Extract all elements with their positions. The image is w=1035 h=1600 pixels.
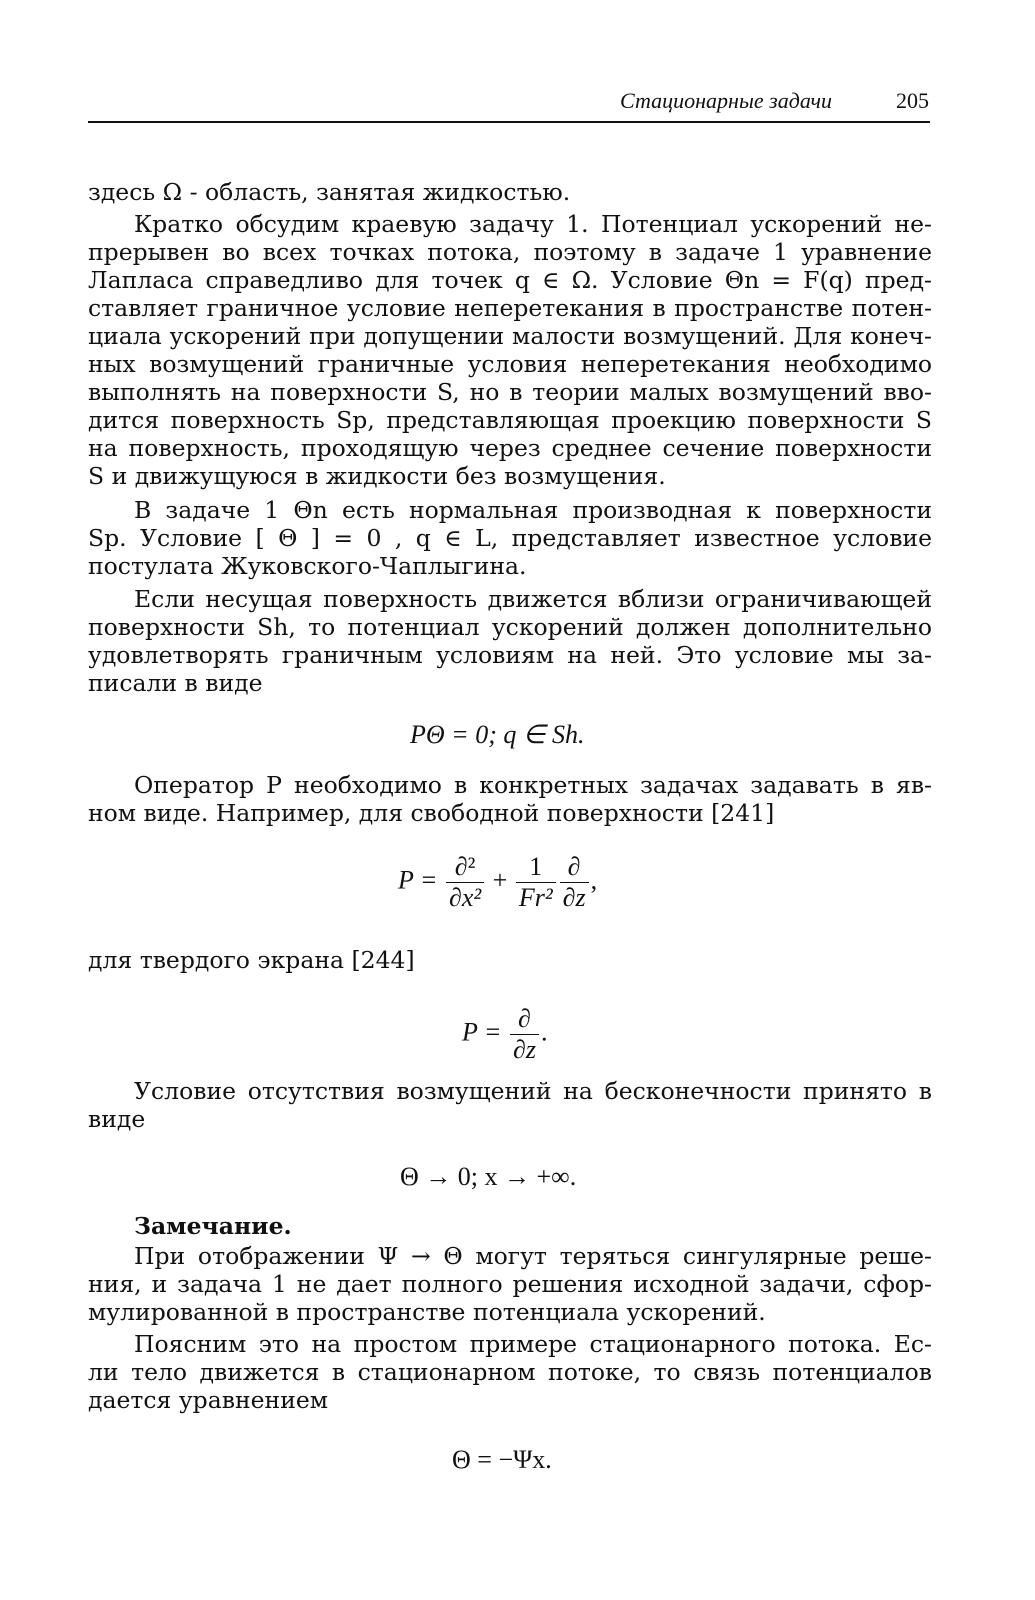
text-line: мулированной в пространстве потенциала ускорений. [88,1298,766,1326]
text-line: При отображении Ψ → Θ могут теряться сингулярные реше- [134,1242,932,1270]
text-line: Sp. Условие [ Θ ] = 0 , q ∈ L, представляет известное условие [88,524,932,552]
page-number: 205 [896,88,929,113]
text-line: Условие отсутствия возмущений на бесконечности принято в [134,1077,932,1105]
text-line: ных возмущений граничные условия неперетекания необходимо [88,350,932,378]
punctuation: , [590,865,598,895]
equation-potential-relation: Θ = −Ψx. [452,1445,552,1474]
text-line: ставляет граничное условие неперетекания в пространстве потен- [88,294,932,322]
equation-solid-screen-operator [462,1004,547,1065]
running-header-title: Стационарные задачи [620,88,833,113]
text-line: Лапласа справедливо для точек q ∈ Ω. Условие Θn = F(q) пред- [88,266,932,294]
text-line: удовлетворять граничным условиям на ней. Это условие мы за- [88,641,932,669]
text-line: виде [88,1105,146,1133]
fraction [516,852,556,913]
denominator: ∂z [562,883,586,912]
text-line: для твердого экрана [244] [88,946,415,974]
punctuation: . [540,1017,548,1047]
equation-free-surface-operator [398,852,597,913]
numerator: 1 [516,852,556,883]
denominator: ∂x² [448,883,482,912]
remark-heading: Замечание. [134,1212,292,1240]
fraction [446,852,484,913]
text-line: циала ускорений при допущении малости возмущений. Для конеч- [88,322,932,350]
equation-infinity-condition: Θ → 0; x → +∞. [400,1162,577,1191]
equation-boundary-condition: PΘ = 0; q ∈ Sh. [410,720,585,749]
text-line: поверхности Sh, то потенциал ускорений должен дополнительно [88,613,932,641]
numerator: ∂ [560,852,589,883]
denominator: Fr² [518,883,553,912]
text-line: постулата Жуковского-Чаплыгина. [88,552,527,580]
text-line: на поверхность, проходящую через среднее сечение поверхности [88,434,932,462]
text-line: ли тело движется в стационарном потоке, то связь потенциалов [88,1358,932,1386]
denominator: ∂z [512,1035,536,1064]
text-line: здесь Ω - область, занятая жидкостью. [88,178,571,206]
header-rule [88,121,930,123]
text-line: ном виде. Например, для свободной поверхности [241] [88,799,775,827]
text-line: S и движущуюся в жидкости без возмущения. [88,462,666,490]
fraction [560,852,589,913]
text-line: Если несущая поверхность движется вблизи ограничивающей [134,585,932,613]
plus-sign: + [492,865,508,895]
text-line: прерывен во всех точках потока, поэтому в задаче 1 уравнение [88,238,932,266]
text-line: ния, и задача 1 не дает полного решения исходной задачи, сфор- [88,1270,932,1298]
numerator: ∂ [510,1004,539,1035]
text-line: дится поверхность Sp, представляющая проекцию поверхности S [88,406,932,434]
text-line: Оператор P необходимо в конкретных задачах задавать в яв- [134,771,932,799]
text-line: выполнять на поверхности S, но в теории малых возмущений вво- [88,378,932,406]
text-line: Кратко обсудим краевую задачу 1. Потенциал ускорений не- [134,210,932,238]
text-line: дается уравнением [88,1386,329,1414]
text-line: В задаче 1 Θn есть нормальная производная к поверхности [134,496,932,524]
text-line: Поясним это на простом примере стационарного потока. Ес- [134,1330,932,1358]
eq-lhs: P = [398,865,438,895]
eq-lhs: P = [462,1017,502,1047]
fraction [510,1004,539,1065]
numerator: ∂² [446,852,484,883]
text-line: писали в виде [88,669,263,697]
